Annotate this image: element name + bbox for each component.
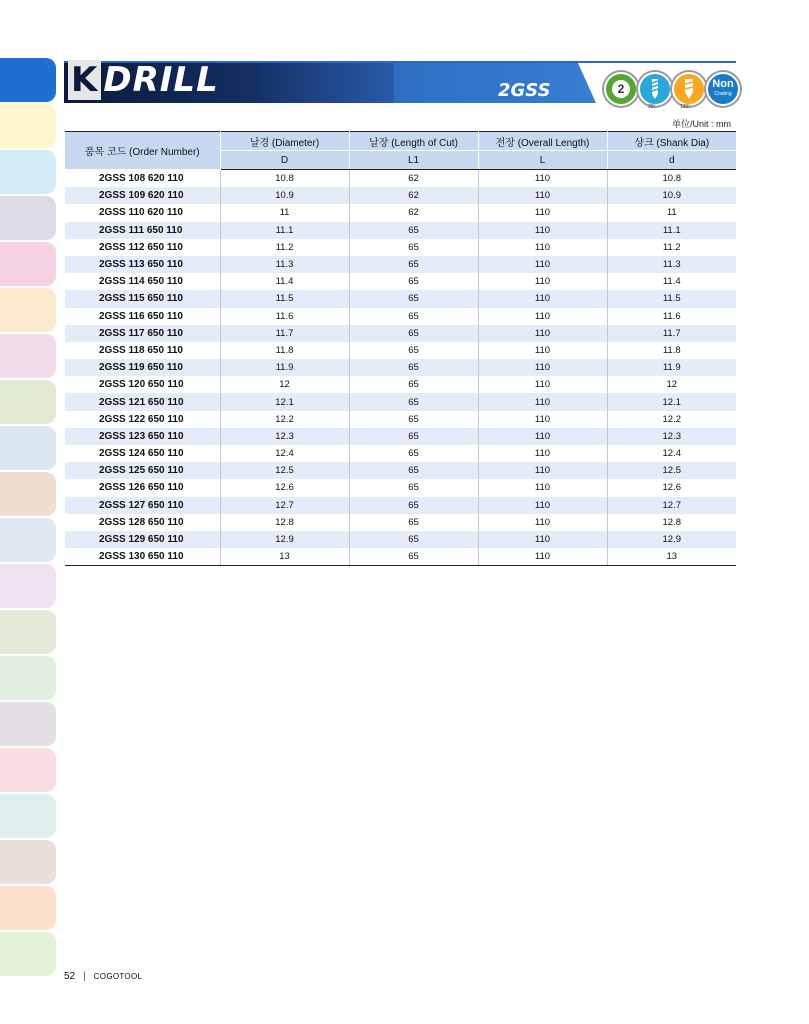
cell-order-number: 2GSS 130 650 110 — [65, 548, 220, 566]
header-diameter: 날경 (Diameter) — [220, 132, 349, 151]
cell-length-of-cut: 65 — [349, 273, 478, 290]
cell-diameter: 12.2 — [220, 411, 349, 428]
cell-shank-dia: 12.1 — [607, 393, 736, 410]
footer-separator: | — [83, 971, 86, 982]
table-row — [65, 445, 736, 462]
header-length-of-cut: 날장 (Length of Cut) — [349, 132, 478, 151]
cell-order-number: 2GSS 117 650 110 — [65, 325, 220, 342]
cell-overall-length: 110 — [478, 531, 607, 548]
page-number: 52 — [64, 971, 76, 982]
chapter-tab — [0, 840, 56, 884]
cell-order-number: 2GSS 128 650 110 — [65, 514, 220, 531]
cell-overall-length: 110 — [478, 359, 607, 376]
cell-overall-length: 110 — [478, 187, 607, 204]
chapter-tab — [0, 472, 56, 516]
cell-overall-length: 110 — [478, 256, 607, 273]
chapter-tab — [0, 58, 56, 102]
cell-order-number: 2GSS 115 650 110 — [65, 290, 220, 307]
cell-length-of-cut: 62 — [349, 187, 478, 204]
cell-length-of-cut: 62 — [349, 170, 478, 188]
table-row — [65, 411, 736, 428]
chapter-tab — [0, 564, 56, 608]
cell-order-number: 2GSS 126 650 110 — [65, 479, 220, 496]
table-row — [65, 204, 736, 221]
cell-overall-length: 110 — [478, 342, 607, 359]
cell-shank-dia: 12 — [666, 379, 678, 391]
table-row — [65, 497, 736, 514]
cell-order-number: 2GSS 108 620 110 — [65, 170, 220, 188]
cell-shank-dia: 12.3 — [607, 428, 736, 445]
cell-shank-dia: 12.6 — [662, 482, 681, 494]
cell-diameter: 10.8 — [220, 170, 349, 188]
cell-overall-length: 110 — [478, 548, 607, 566]
cell-diameter: 12.4 — [220, 445, 349, 462]
table-row — [65, 342, 736, 359]
cell-overall-length: 110 — [478, 204, 607, 221]
chapter-tabs — [0, 58, 56, 978]
cell-shank-dia: 11.2 — [662, 241, 681, 253]
cell-overall-length: 110 — [478, 222, 607, 239]
table-row — [65, 548, 736, 566]
table-row — [65, 531, 736, 548]
cell-shank-dia: 11.1 — [607, 222, 736, 239]
cell-length-of-cut: 65 — [349, 393, 478, 410]
cell-shank-dia: 11.9 — [607, 359, 736, 376]
table-row — [65, 393, 736, 410]
coating-top: Non — [712, 78, 734, 90]
cell-order-number: 2GSS 119 650 110 — [65, 359, 220, 376]
cell-length-of-cut: 65 — [349, 548, 478, 566]
table-row — [65, 290, 736, 307]
point-angle-icon — [672, 72, 706, 106]
cell-shank-dia: 11.7 — [607, 325, 736, 342]
table-row — [65, 187, 736, 204]
cell-length-of-cut: 65 — [349, 514, 478, 531]
cell-shank-dia: 11.8 — [662, 344, 681, 356]
cell-overall-length: 110 — [478, 497, 607, 514]
cell-length-of-cut: 65 — [349, 445, 478, 462]
chapter-tab — [0, 196, 56, 240]
cell-length-of-cut: 65 — [349, 462, 478, 479]
chapter-tab — [0, 242, 56, 286]
cell-overall-length: 110 — [478, 308, 607, 325]
cell-length-of-cut: 65 — [349, 479, 478, 496]
cell-order-number: 2GSS 129 650 110 — [65, 531, 220, 548]
cell-length-of-cut: 65 — [349, 256, 478, 273]
cell-shank-dia: 12.9 — [607, 531, 736, 548]
table-row — [65, 222, 736, 239]
cell-diameter: 11.3 — [220, 256, 349, 273]
cell-order-number: 2GSS 110 620 110 — [65, 204, 220, 221]
table-row — [65, 479, 736, 496]
brand-letter: K — [68, 60, 101, 100]
cell-diameter: 11.5 — [220, 290, 349, 307]
cell-overall-length: 110 — [478, 411, 607, 428]
cell-shank-dia: 12.5 — [607, 462, 736, 479]
cell-order-number: 2GSS 111 650 110 — [65, 222, 220, 239]
table-row — [65, 359, 736, 376]
cell-shank-dia: 11 — [666, 207, 677, 219]
cell-diameter: 11.8 — [220, 342, 349, 359]
cell-order-number: 2GSS 125 650 110 — [65, 462, 220, 479]
cell-shank-dia: 12.4 — [662, 448, 681, 460]
table-row — [65, 273, 736, 290]
flute-count: 2 — [612, 80, 630, 98]
chapter-tab — [0, 610, 56, 654]
cell-order-number: 2GSS 112 650 110 — [65, 239, 220, 256]
header-shank-dia: 샹크 (Shank Dia) — [607, 132, 736, 151]
chapter-tab — [0, 380, 56, 424]
chapter-tab — [0, 426, 56, 470]
footer-brand: COGOTOOL — [93, 972, 143, 981]
chapter-tab — [0, 748, 56, 792]
table-row — [65, 308, 736, 325]
cell-order-number: 2GSS 109 620 110 — [65, 187, 220, 204]
non-coating-icon — [706, 72, 740, 106]
cell-diameter: 12.6 — [220, 479, 349, 496]
header-order-number: 품목 코드 (Order Number) — [65, 132, 220, 170]
chapter-tab — [0, 656, 56, 700]
table-row — [65, 256, 736, 273]
table-row — [65, 325, 736, 342]
coating-bottom: Coating — [714, 91, 732, 97]
cell-diameter: 11.4 — [220, 273, 349, 290]
cell-length-of-cut: 65 — [349, 497, 478, 514]
header-overall-length: 전장 (Overall Length) — [478, 132, 607, 151]
cell-diameter: 10.9 — [220, 187, 349, 204]
flute-count-icon — [604, 72, 638, 106]
cell-diameter: 12.8 — [220, 514, 349, 531]
cell-overall-length: 110 — [478, 428, 607, 445]
cell-diameter: 12 — [220, 376, 349, 393]
cell-shank-dia: 10.8 — [662, 173, 681, 185]
unit-note: 单位/Unit : mm — [672, 119, 732, 129]
table-row — [65, 514, 736, 531]
cell-diameter: 11 — [220, 204, 349, 221]
cell-shank-dia: 12.7 — [607, 497, 736, 514]
cell-length-of-cut: 65 — [349, 290, 478, 307]
cell-order-number: 2GSS 114 650 110 — [65, 273, 220, 290]
cell-length-of-cut: 65 — [349, 325, 478, 342]
cell-diameter: 12.5 — [220, 462, 349, 479]
cell-order-number: 2GSS 127 650 110 — [65, 497, 220, 514]
cell-order-number: 2GSS 124 650 110 — [65, 445, 220, 462]
cell-diameter: 11.1 — [220, 222, 349, 239]
brand-word: DRILL — [103, 60, 219, 100]
chapter-tab — [0, 932, 56, 976]
point-angle-label: 120° — [680, 104, 691, 110]
brand-logo — [68, 60, 219, 100]
cell-length-of-cut: 65 — [349, 531, 478, 548]
cell-length-of-cut: 65 — [349, 376, 478, 393]
table-row — [65, 462, 736, 479]
cell-length-of-cut: 65 — [349, 428, 478, 445]
table-row — [65, 376, 736, 393]
cell-shank-dia: 13 — [607, 548, 736, 566]
cell-order-number: 2GSS 122 650 110 — [65, 411, 220, 428]
chapter-tab — [0, 518, 56, 562]
table-row — [65, 428, 736, 445]
helix-drill-icon — [638, 72, 672, 106]
cell-diameter: 11.6 — [220, 308, 349, 325]
table-row — [65, 170, 736, 188]
cell-length-of-cut: 65 — [349, 342, 478, 359]
specification-table — [65, 131, 736, 566]
cell-diameter: 11.7 — [220, 325, 349, 342]
symbol-diameter: D — [220, 151, 349, 170]
cell-overall-length: 110 — [478, 376, 607, 393]
symbol-length-of-cut: L1 — [349, 151, 478, 170]
cell-overall-length: 110 — [478, 325, 607, 342]
cell-order-number: 2GSS 123 650 110 — [65, 428, 220, 445]
cell-length-of-cut: 65 — [349, 411, 478, 428]
cell-order-number: 2GSS 113 650 110 — [65, 256, 220, 273]
cell-diameter: 11.2 — [220, 239, 349, 256]
chapter-tab — [0, 104, 56, 148]
table-body — [65, 170, 736, 566]
cell-shank-dia: 11.3 — [607, 256, 736, 273]
chapter-tab — [0, 794, 56, 838]
chapter-tab — [0, 702, 56, 746]
cell-length-of-cut: 65 — [349, 222, 478, 239]
table-row — [65, 239, 736, 256]
cell-length-of-cut: 65 — [349, 239, 478, 256]
cell-overall-length: 110 — [478, 514, 607, 531]
cell-shank-dia: 12.8 — [662, 516, 681, 528]
cell-order-number: 2GSS 118 650 110 — [65, 342, 220, 359]
helix-angle-label: 30° — [648, 104, 656, 110]
cell-length-of-cut: 65 — [349, 308, 478, 325]
cell-shank-dia: 10.9 — [607, 187, 736, 204]
cell-diameter: 12.7 — [220, 497, 349, 514]
header-wedge — [578, 63, 596, 103]
cell-overall-length: 110 — [478, 170, 607, 188]
cell-shank-dia: 11.5 — [607, 290, 736, 307]
cell-overall-length: 110 — [478, 445, 607, 462]
cell-order-number: 2GSS 116 650 110 — [65, 308, 220, 325]
cell-diameter: 12.3 — [220, 428, 349, 445]
chapter-tab — [0, 288, 56, 332]
cell-shank-dia: 11.4 — [662, 276, 681, 288]
symbol-shank-dia: d — [607, 151, 736, 170]
cell-overall-length: 110 — [478, 393, 607, 410]
cell-length-of-cut: 62 — [349, 204, 478, 221]
cell-shank-dia: 12.2 — [662, 413, 681, 425]
model-name: 2GSS — [498, 80, 551, 101]
cell-diameter: 12.1 — [220, 393, 349, 410]
cell-shank-dia: 11.6 — [662, 310, 681, 322]
cell-diameter: 12.9 — [220, 531, 349, 548]
symbol-overall-length: L — [478, 151, 607, 170]
cell-overall-length: 110 — [478, 462, 607, 479]
cell-length-of-cut: 65 — [349, 359, 478, 376]
cell-diameter: 11.9 — [220, 359, 349, 376]
cell-diameter: 13 — [220, 548, 349, 566]
cell-overall-length: 110 — [478, 290, 607, 307]
cell-order-number: 2GSS 120 650 110 — [65, 376, 220, 393]
chapter-tab — [0, 150, 56, 194]
page-footer — [64, 971, 142, 982]
cell-overall-length: 110 — [478, 239, 607, 256]
cell-overall-length: 110 — [478, 479, 607, 496]
chapter-tab — [0, 886, 56, 930]
cell-order-number: 2GSS 121 650 110 — [65, 393, 220, 410]
cell-overall-length: 110 — [478, 273, 607, 290]
chapter-tab — [0, 334, 56, 378]
